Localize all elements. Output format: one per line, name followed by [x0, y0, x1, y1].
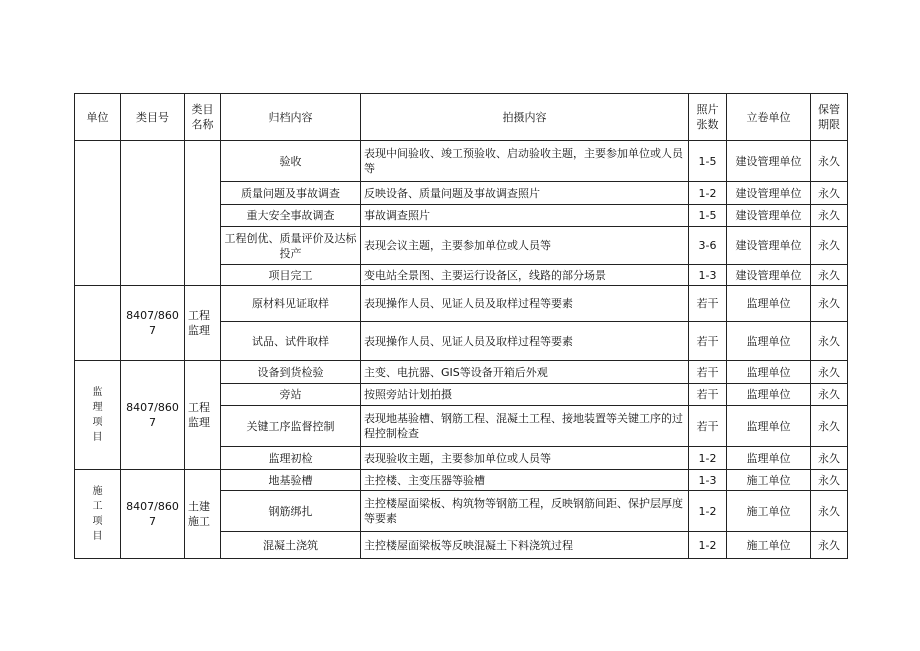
archive-item: 验收	[221, 141, 361, 182]
retention-period: 永久	[811, 205, 848, 227]
filing-unit: 施工单位	[727, 532, 811, 559]
archive-item: 项目完工	[221, 265, 361, 286]
archive-item: 旁站	[221, 384, 361, 406]
photo-count: 若干	[689, 384, 727, 406]
category-name-cell	[185, 141, 221, 286]
archive-item: 监理初检	[221, 447, 361, 470]
table-row	[75, 470, 848, 491]
photo-content: 表现验收主题，主要参加单位或人员等	[361, 447, 689, 470]
category-no-cell	[121, 141, 185, 286]
category-name-cell: 工程监理	[185, 361, 221, 470]
archive-item: 重大安全事故调查	[221, 205, 361, 227]
unit-label: 施工项目	[92, 486, 103, 542]
filing-unit: 监理单位	[727, 322, 811, 361]
photo-count: 若干	[689, 286, 727, 322]
archive-item: 试品、试件取样	[221, 322, 361, 361]
archive-item: 工程创优、质量评价及达标投产	[221, 227, 361, 265]
archive-item: 原材料见证取样	[221, 286, 361, 322]
photo-content: 反映设备、质量问题及事故调查照片	[361, 182, 689, 205]
photo-content: 主控楼屋面梁板等反映混凝土下料浇筑过程	[361, 532, 689, 559]
photo-count: 1-2	[689, 447, 727, 470]
category-name-cell: 工程监理	[185, 286, 221, 361]
retention-period: 永久	[811, 532, 848, 559]
photo-content: 变电站全景图、主要运行设备区，线路的部分场景	[361, 265, 689, 286]
retention-period: 永久	[811, 182, 848, 205]
archive-item: 混凝土浇筑	[221, 532, 361, 559]
header-category-no: 类目号	[121, 94, 185, 141]
unit-cell	[75, 141, 121, 286]
photo-content: 按照旁站计划拍摄	[361, 384, 689, 406]
retention-period: 永久	[811, 322, 848, 361]
photo-count: 1-3	[689, 470, 727, 491]
archive-item: 关键工序监督控制	[221, 406, 361, 447]
header-unit: 单位	[75, 94, 121, 141]
header-retention: 保管期限	[811, 94, 848, 141]
photo-content: 表现会议主题，主要参加单位或人员等	[361, 227, 689, 265]
retention-period: 永久	[811, 491, 848, 532]
retention-period: 永久	[811, 470, 848, 491]
unit-cell	[75, 361, 121, 470]
photo-content: 表现地基验槽、钢筋工程、混凝土工程、接地装置等关键工序的过程控制检查	[361, 406, 689, 447]
filing-unit: 施工单位	[727, 470, 811, 491]
table-row	[75, 141, 848, 182]
photo-content: 主变、电抗器、GIS等设备开箱后外观	[361, 361, 689, 384]
photo-count: 若干	[689, 406, 727, 447]
category-name-cell: 土建施工	[185, 470, 221, 559]
photo-count: 1-5	[689, 205, 727, 227]
archive-item: 钢筋绑扎	[221, 491, 361, 532]
retention-period: 永久	[811, 141, 848, 182]
photo-count: 1-5	[689, 141, 727, 182]
photo-content: 表现中间验收、竣工预验收、启动验收主题，主要参加单位或人员等	[361, 141, 689, 182]
photo-content: 主控楼屋面梁板、构筑物等钢筋工程，反映钢筋间距、保护层厚度等要素	[361, 491, 689, 532]
photo-count: 1-3	[689, 265, 727, 286]
photo-count: 3-6	[689, 227, 727, 265]
category-no-cell: 8407/8607	[121, 286, 185, 361]
archive-item: 质量问题及事故调查	[221, 182, 361, 205]
retention-period: 永久	[811, 227, 848, 265]
photo-count: 若干	[689, 361, 727, 384]
table-row	[75, 286, 848, 322]
photo-content: 表现操作人员、见证人员及取样过程等要素	[361, 322, 689, 361]
unit-cell	[75, 470, 121, 559]
header-row	[75, 94, 848, 141]
category-no-cell: 8407/8607	[121, 361, 185, 470]
unit-cell	[75, 286, 121, 361]
filing-unit: 监理单位	[727, 361, 811, 384]
filing-unit: 监理单位	[727, 286, 811, 322]
category-no-cell: 8407/8607	[121, 470, 185, 559]
filing-unit: 监理单位	[727, 447, 811, 470]
photo-count: 1-2	[689, 532, 727, 559]
photo-count: 1-2	[689, 491, 727, 532]
header-archive-content: 归档内容	[221, 94, 361, 141]
archive-item: 地基验槽	[221, 470, 361, 491]
retention-period: 永久	[811, 265, 848, 286]
archive-item: 设备到货检验	[221, 361, 361, 384]
filing-unit: 建设管理单位	[727, 227, 811, 265]
header-photo-content: 拍摄内容	[361, 94, 689, 141]
unit-label: 监理项目	[92, 387, 103, 443]
photo-count: 若干	[689, 322, 727, 361]
filing-unit: 监理单位	[727, 406, 811, 447]
photo-content: 表现操作人员、见证人员及取样过程等要素	[361, 286, 689, 322]
filing-unit: 建设管理单位	[727, 141, 811, 182]
retention-period: 永久	[811, 286, 848, 322]
header-photo-count: 照片张数	[689, 94, 727, 141]
filing-unit: 监理单位	[727, 384, 811, 406]
retention-period: 永久	[811, 384, 848, 406]
filing-unit: 施工单位	[727, 491, 811, 532]
photo-content: 主控楼、主变压器等验槽	[361, 470, 689, 491]
filing-unit: 建设管理单位	[727, 205, 811, 227]
archive-photo-table	[74, 93, 848, 559]
filing-unit: 建设管理单位	[727, 182, 811, 205]
header-filing-unit: 立卷单位	[727, 94, 811, 141]
photo-count: 1-2	[689, 182, 727, 205]
retention-period: 永久	[811, 447, 848, 470]
photo-content: 事故调查照片	[361, 205, 689, 227]
table-row	[75, 361, 848, 384]
retention-period: 永久	[811, 361, 848, 384]
retention-period: 永久	[811, 406, 848, 447]
filing-unit: 建设管理单位	[727, 265, 811, 286]
header-category-name: 类目名称	[185, 94, 221, 141]
